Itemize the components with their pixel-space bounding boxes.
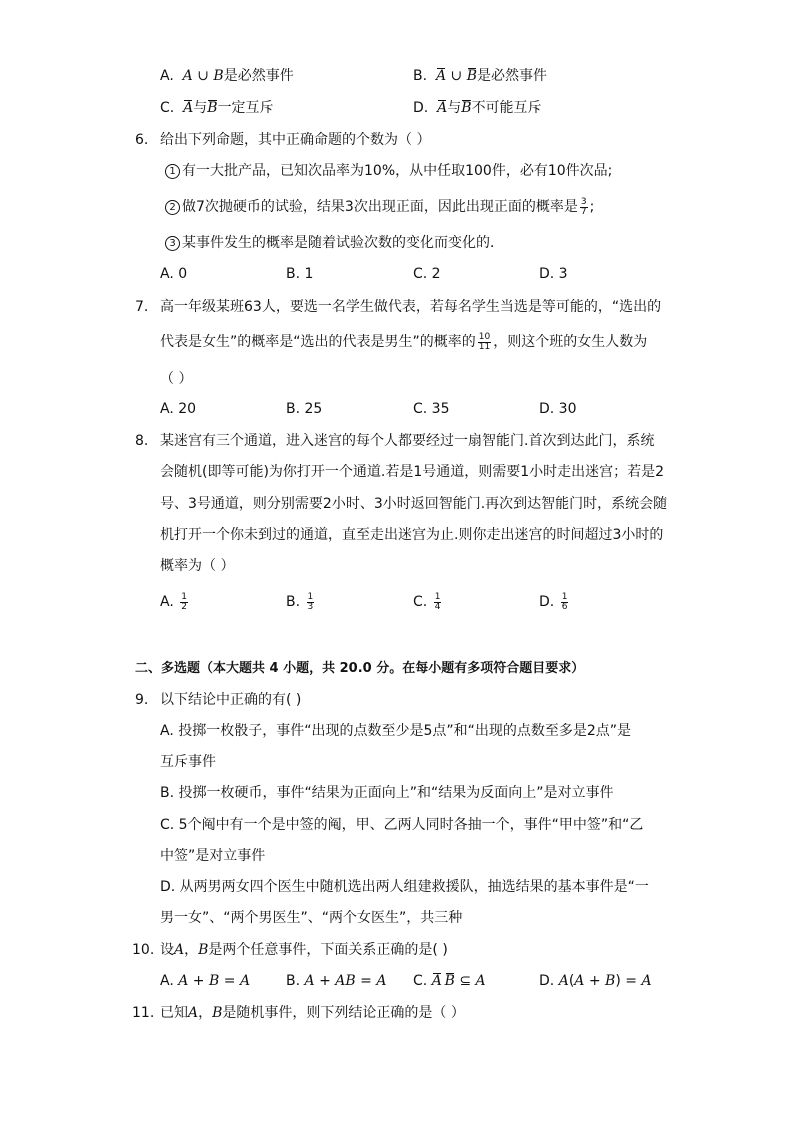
option-label: A. xyxy=(160,973,174,989)
option-text: 与 xyxy=(193,100,208,116)
question-number: 11. xyxy=(132,1005,155,1021)
question-stem: 给出下列命题，其中正确命题的个数为（ ） xyxy=(160,132,431,148)
fraction: $\frac{1}{2}$ xyxy=(181,591,187,612)
q5-option-c: C. A与B一定互斥 xyxy=(160,100,274,116)
fraction: $\frac{1}{6}$ xyxy=(561,591,568,612)
option-label: C. xyxy=(413,973,428,989)
fraction: $\frac{1}{4}$ xyxy=(434,591,441,612)
question-number: 8. xyxy=(135,433,149,449)
question-number: 9. xyxy=(135,692,149,708)
q7-option-a: A. 20 xyxy=(160,401,197,417)
item-text: 做7次抛硬币的试验，结果3次出现正面，因此出现正面的概率是 xyxy=(182,199,578,215)
q10-option-c: C. A B ⊆ A xyxy=(413,973,486,989)
fraction: $\frac{10}{11}$ xyxy=(478,331,491,352)
option-text: 是必然事件 xyxy=(223,68,294,84)
option-label: A. xyxy=(160,594,174,610)
option-text: 与 xyxy=(447,100,462,116)
q9-option-d-cont: 男一女”、“两个男医生”、“两个女医生”，共三种 xyxy=(160,910,463,926)
circled-number: 2 xyxy=(165,200,180,215)
circled-number: 3 xyxy=(165,236,180,251)
option-text: 是必然事件 xyxy=(477,68,548,84)
q8-option-c xyxy=(413,592,443,612)
q9-option-d: D. 从两男两女四个医生中随机选出两人组建救援队，抽选结果的基本事件是“一 xyxy=(160,879,649,895)
question-text: ，则这个班的女生人数为 xyxy=(493,334,648,350)
question-line: 机打开一个你未到过的通道，直至走出迷宫为止.则你走出迷宫的时间超过3小时的 xyxy=(160,527,664,543)
question-line: （ ） xyxy=(160,371,193,387)
q5-option-d: D. A与B不可能互斥 xyxy=(413,100,542,116)
question-text: 设 xyxy=(160,942,174,958)
q8-option-b xyxy=(286,592,316,612)
fraction: $\frac{3}{7}$ xyxy=(580,196,587,217)
item-text: 有一大批产品，已知次品率为10%，从中任取100件，必有10件次品; xyxy=(182,163,613,179)
q7-option-d: D. 30 xyxy=(539,401,577,417)
option-label: B. xyxy=(286,594,301,610)
fraction: $\frac{1}{3}$ xyxy=(307,591,314,612)
section-title: 二、多选题（本大题共 4 小题，共 20.0 分。在每小题有多项符合题目要求） xyxy=(135,661,585,676)
question-number: 7. xyxy=(135,299,149,315)
q6-option-d: D. 3 xyxy=(539,266,568,282)
question-line: 会随机(即等可能)为你打开一个通道.若是1号通道，则需要1小时走出迷宫；若是2 xyxy=(160,464,665,480)
option-label: B. xyxy=(413,68,428,84)
q5-option-a: A. A ∪ B是必然事件 xyxy=(160,68,294,84)
q6-item-3 xyxy=(165,233,504,253)
q9-option-a: A. 投掷一枚骰子，事件“出现的点数至少是5点”和“出现的点数至多是2点”是 xyxy=(160,723,632,739)
item-text: ; xyxy=(589,199,595,215)
q10-option-b: B. A + AB = A xyxy=(286,973,387,989)
question-stem: 以下结论中正确的有( ) xyxy=(160,692,302,708)
q8-option-a xyxy=(160,592,190,612)
q9-option-a-cont: 互斥事件 xyxy=(160,754,216,770)
question-line xyxy=(160,332,647,352)
q6-option-b: B. 1 xyxy=(286,266,314,282)
option-label: A. xyxy=(160,68,174,84)
q10-option-d: D. A(A + B) = A xyxy=(539,973,652,989)
option-text: 一定互斥 xyxy=(217,100,274,116)
q7-option-b: B. 25 xyxy=(286,401,323,417)
q7-option-c: C. 35 xyxy=(413,401,450,417)
option-text: 不可能互斥 xyxy=(471,100,542,116)
question-line: 某迷宫有三个通道，进入迷宫的每个人都要经过一扇智能门.首次到达此门，系统 xyxy=(160,433,655,449)
q6-option-a: A. 0 xyxy=(160,266,188,282)
q6-item-2 xyxy=(165,197,594,217)
question-line: 高一年级某班63人，要选一名学生做代表，若每名学生当选是等可能的，“选出的 xyxy=(160,299,662,315)
circled-number: 1 xyxy=(165,164,180,179)
q10-option-a: A. A + B = A xyxy=(160,973,251,989)
question-text: 已知 xyxy=(160,1005,188,1021)
q6-item-1 xyxy=(165,161,612,181)
question-number: 10. xyxy=(132,942,155,958)
q5-option-b: B. A ∪ B是必然事件 xyxy=(413,68,548,84)
question-text: 是随机事件，则下列结论正确的是（ ） xyxy=(222,1005,465,1021)
question-stem: 设A，B是两个任意事件，下面关系正确的是( ) xyxy=(160,942,448,958)
option-label: D. xyxy=(539,594,555,610)
option-label: D. xyxy=(413,100,429,116)
question-line: 概率为（ ） xyxy=(160,558,235,574)
q9-option-c: C. 5个阄中有一个是中签的阄，甲、乙两人同时各抽一个，事件“甲中签”和“乙 xyxy=(160,817,644,833)
option-label: C. xyxy=(160,100,175,116)
option-label: D. xyxy=(539,973,555,989)
q9-option-b: B. 投掷一枚硬币，事件“结果为正面向上”和“结果为反面向上”是对立事件 xyxy=(160,785,614,801)
question-text: 是两个任意事件，下面关系正确的是( ) xyxy=(208,942,448,958)
q9-option-c-cont: 中签”是对立事件 xyxy=(160,848,266,864)
q6-option-c: C. 2 xyxy=(413,266,441,282)
question-line: 号、3号通道，则分别需要2小时、3小时返回智能门.再次到达智能门时，系统会随 xyxy=(160,496,668,512)
item-text: 某事件发生的概率是随着试验次数的变化而变化的． xyxy=(182,235,504,251)
question-number: 6. xyxy=(135,132,149,148)
option-label: B. xyxy=(286,973,301,989)
q8-option-d xyxy=(539,592,570,612)
question-stem: 已知A，B是随机事件，则下列结论正确的是（ ） xyxy=(160,1005,465,1021)
question-text: 代表是女生”的概率是“选出的代表是男生”的概率的 xyxy=(160,334,476,350)
option-label: C. xyxy=(413,594,428,610)
